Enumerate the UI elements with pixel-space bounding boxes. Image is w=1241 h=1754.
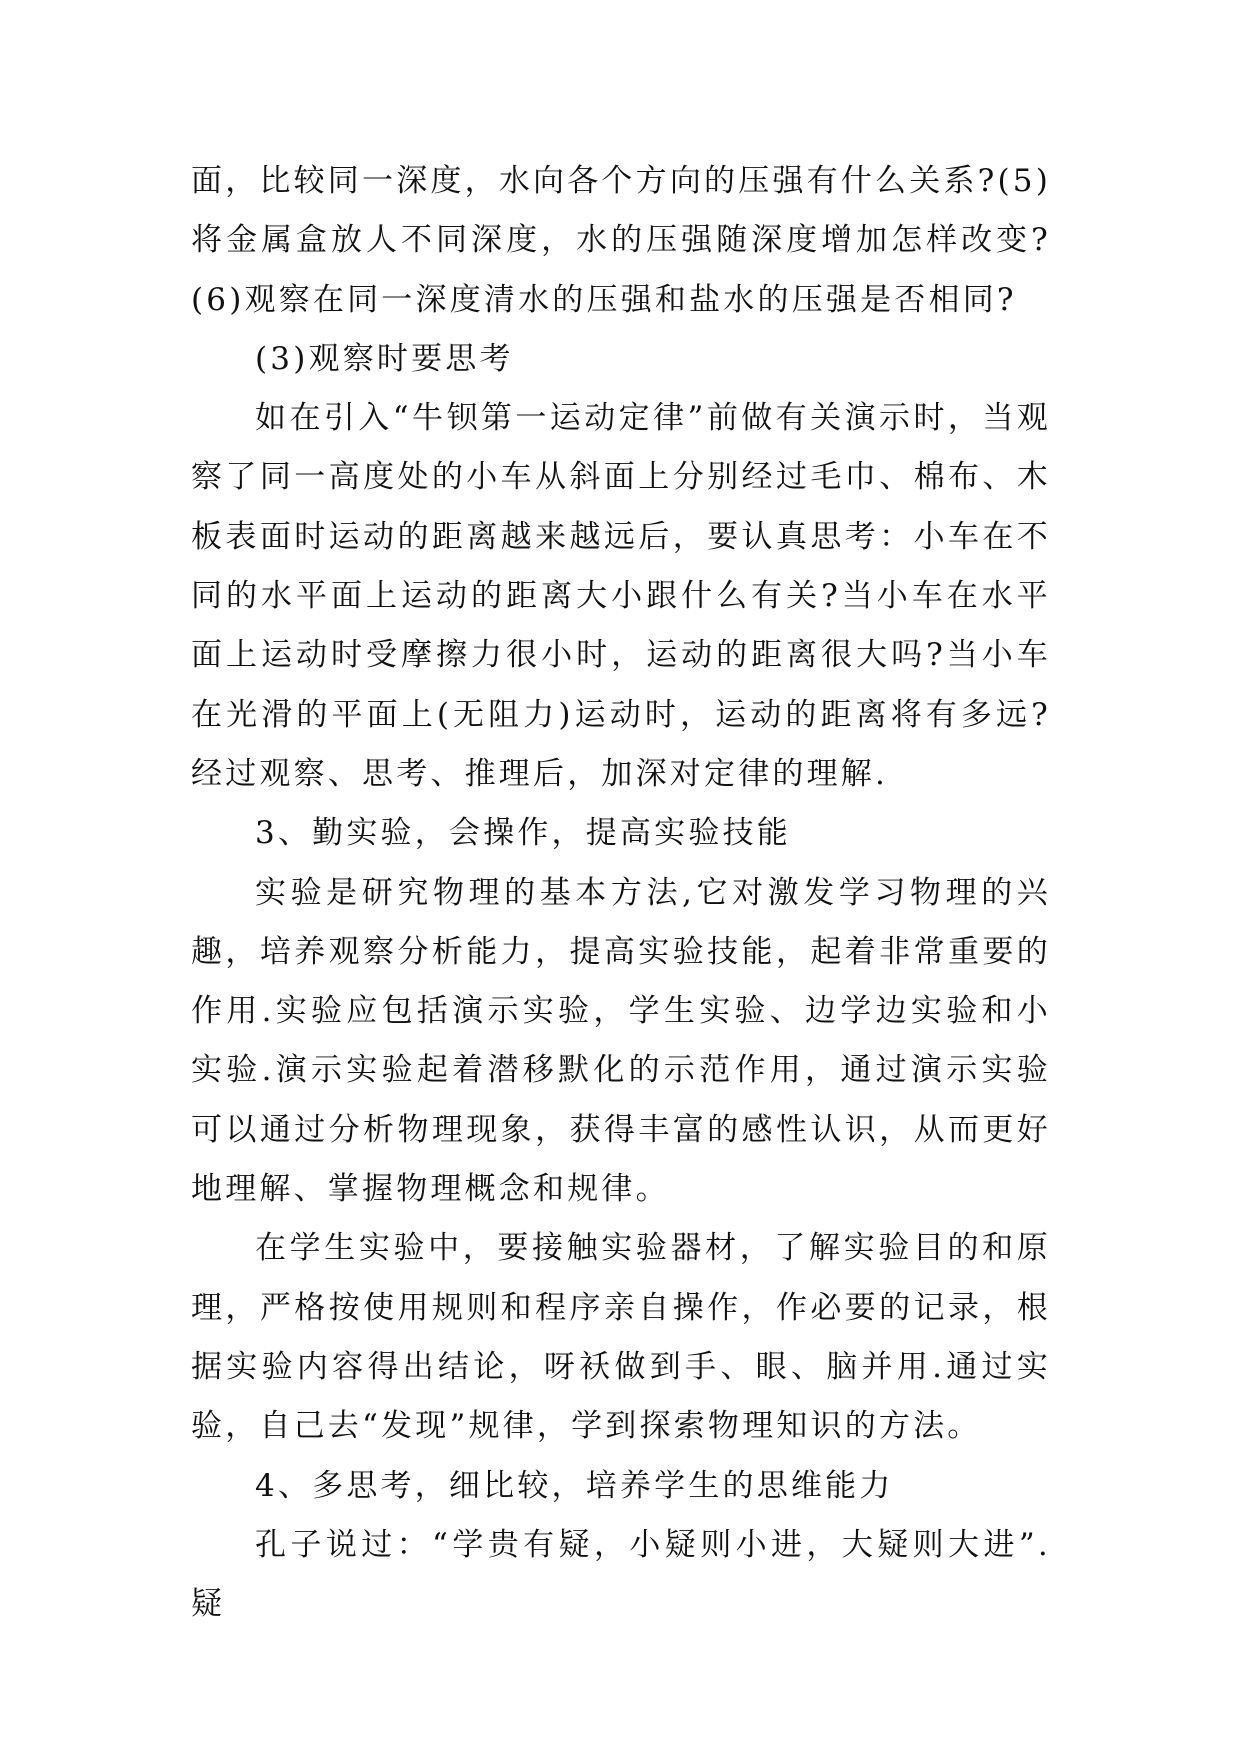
heading-experiment-skills: 3、勤实验，会操作，提高实验技能 <box>255 815 791 852</box>
heading-thinking-ability: 4、多思考，细比较，培养学生的思维能力 <box>255 1467 894 1504</box>
document-page <box>191 152 1051 1634</box>
subheading-observe-think: (3)观察时要思考 <box>255 340 514 377</box>
paragraph-confucius-quote: 孔子说过：“学贵有疑，小疑则小进，大疑则大进”.疑 <box>191 1526 1051 1623</box>
paragraph-newton-first-law: 如在引入“牛钡第一运动定律”前做有关演示时，当观察了同一高度处的小车从斜面上分别经过毛巾、棉布、木板表面时运动的距离越来越远后，要认真思考：小车在不同的水平面上运动的距离大小跟什么有关?当小车在水平面上运动时受摩擦力很小时，运动的距离很大吗?当小车在光滑的平面上(无阻力)运动时，运动的距离将有多远?经过观察、思考、推理后，加深对定律的理解. <box>191 400 1051 792</box>
paragraph-student-experiment: 在学生实验中，要接触实验器材，了解实验目的和原理，严格按使用规则和程序亲自操作，作必要的记录，根据实验内容得出结论，呀袄做到手、眼、脑并用.通过实验，自己去“发现”规律，学到探索物理知识的方法。 <box>191 1230 1051 1445</box>
paragraph-pressure-questions: 面，比较同一深度，水向各个方向的压强有什么关系?(5)将金属盒放人不同深度，水的压强随深度增加怎样改变?(6)观察在同一深度清水的压强和盐水的压强是否相同? <box>191 163 1051 318</box>
paragraph-experiment-method: 实验是研究物理的基本方法,它对激发学习物理的兴趣，培养观察分析能力，提高实验技能，起着非常重要的作用.实验应包括演示实验，学生实验、边学边实验和小实验.演示实验起着潜移默化的示范作用，通过演示实验可以通过分析物理现象，获得丰富的感性认识，从而更好地理解、掌握物理概念和规律。 <box>191 874 1051 1208</box>
